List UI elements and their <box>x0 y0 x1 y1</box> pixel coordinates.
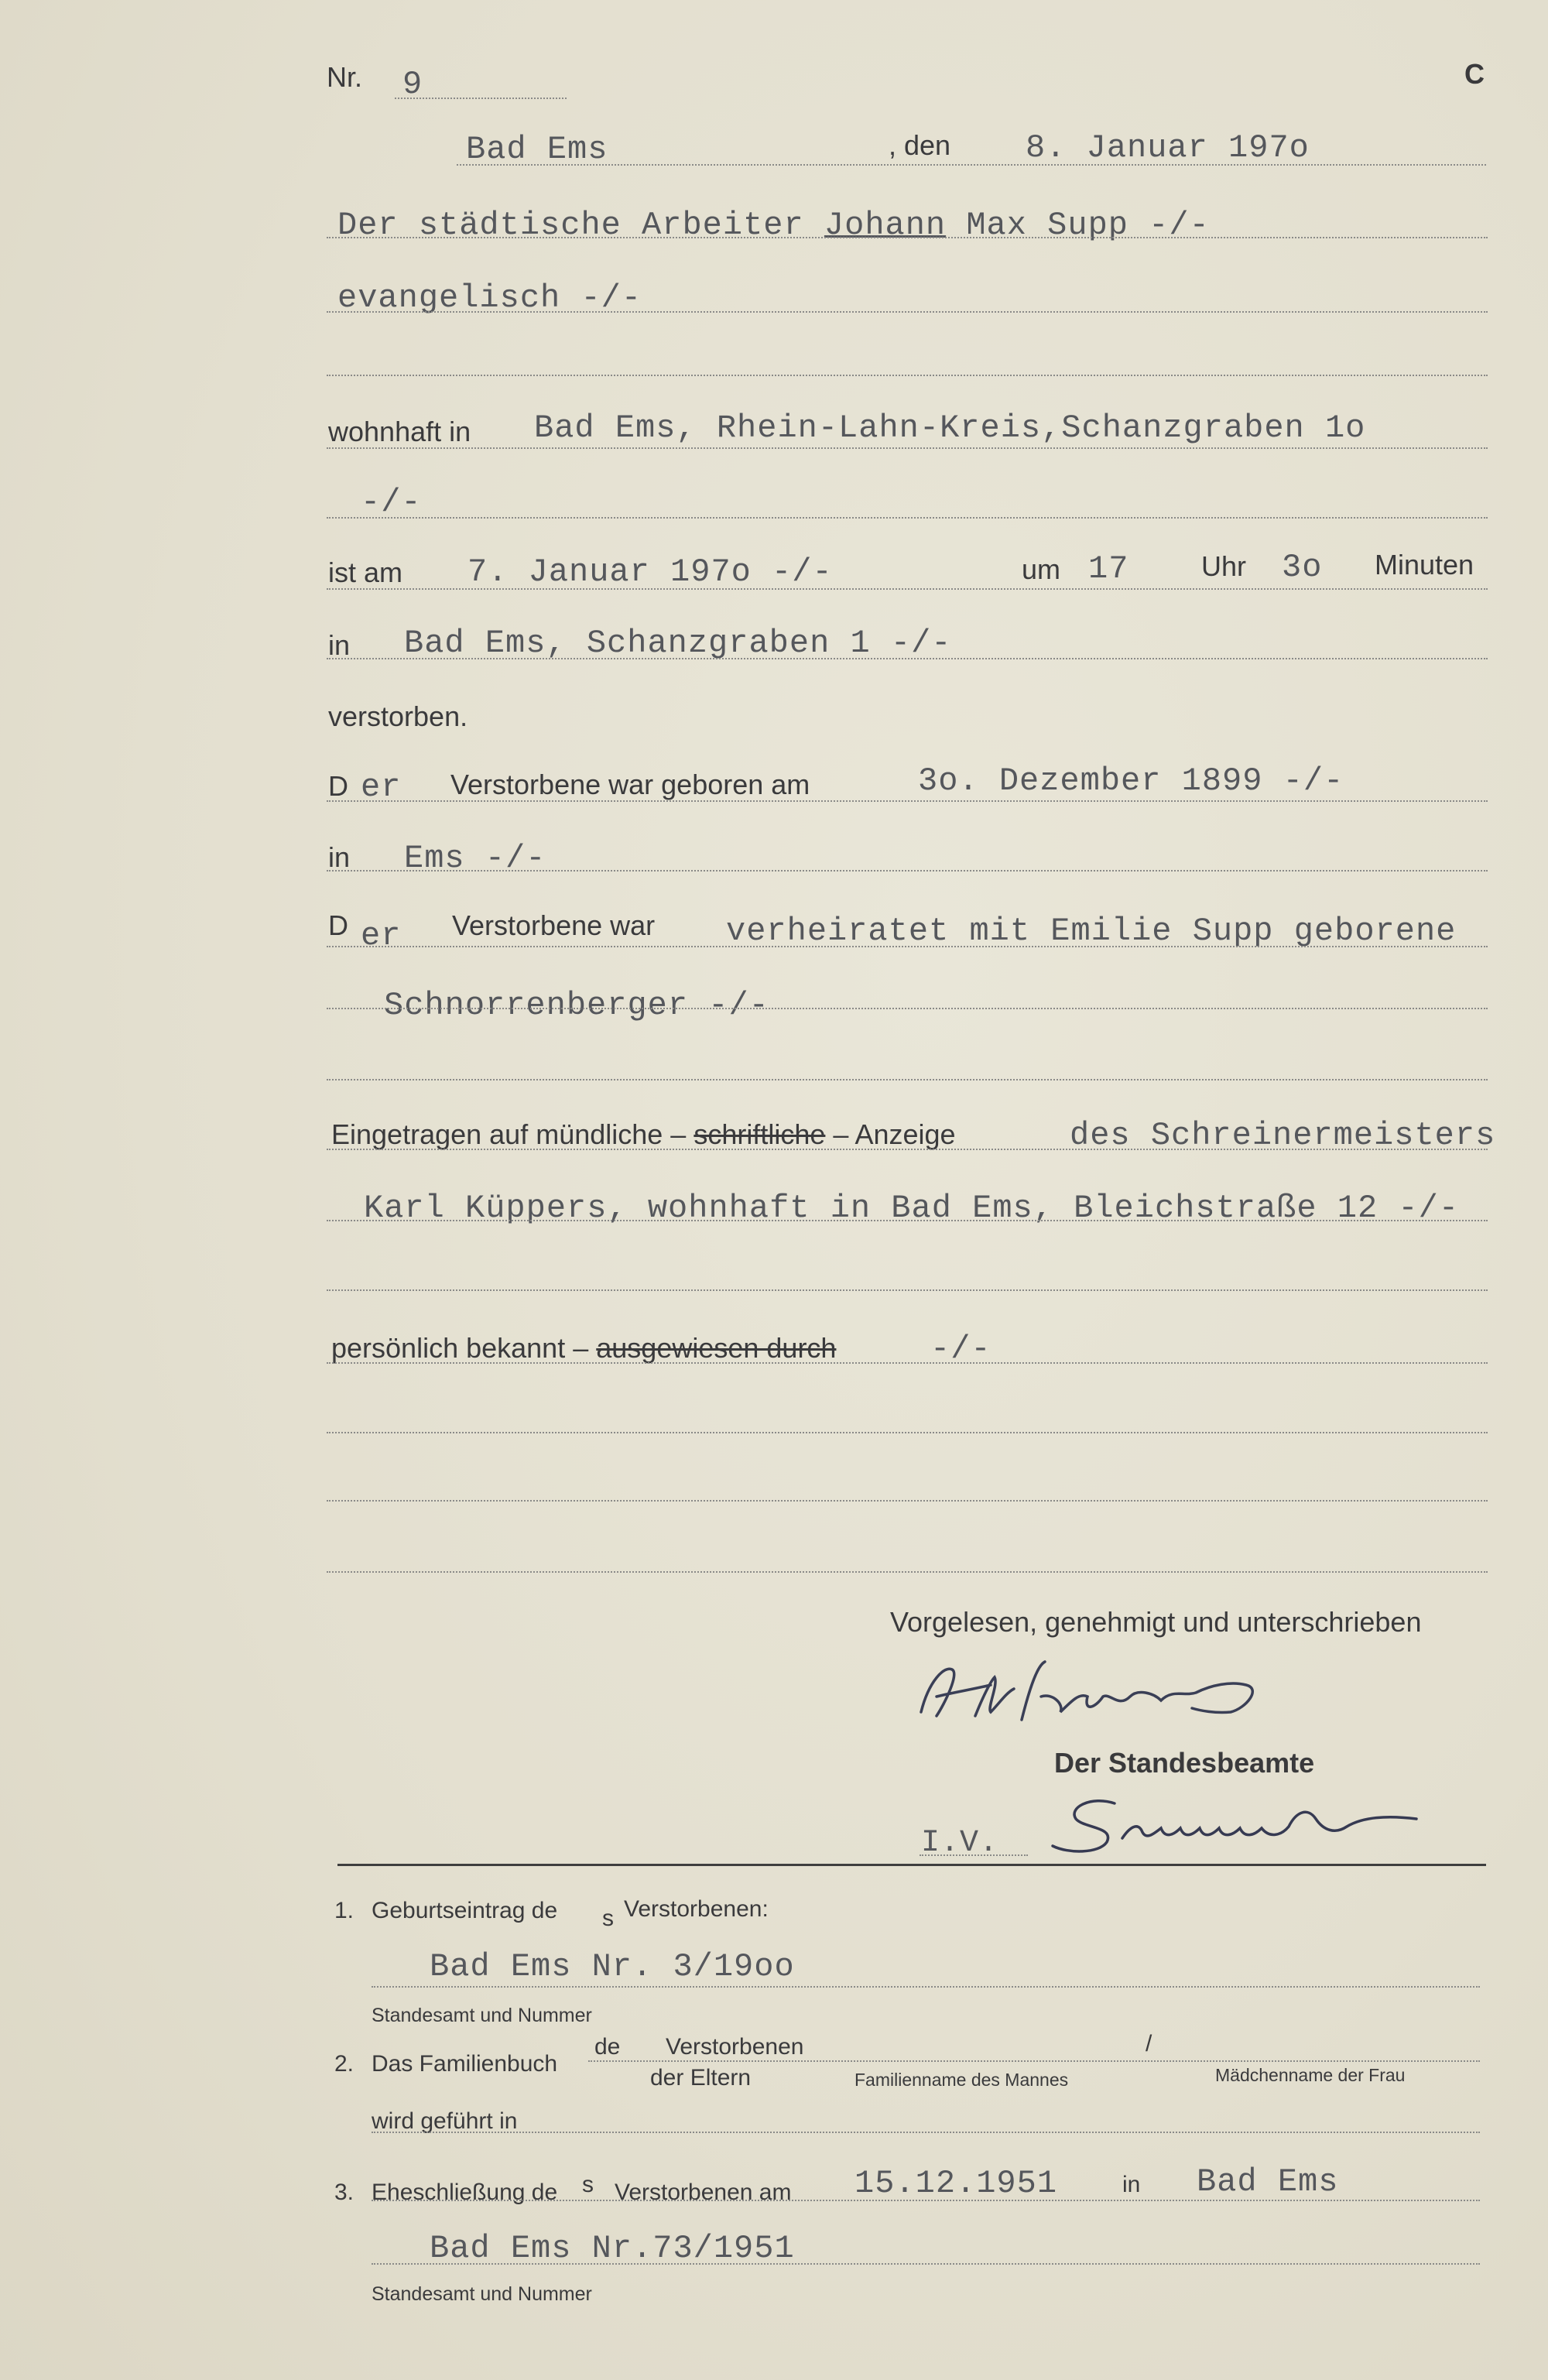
deceased-occupation: Der städtische Arbeiter <box>337 207 824 244</box>
wohnhaft-label: wohnhaft in <box>328 416 471 447</box>
line <box>327 447 1488 449</box>
informant-signature <box>906 1650 1339 1735</box>
birth-date: 3o. Dezember 1899 -/- <box>918 762 1344 800</box>
report-label <box>331 1118 956 1150</box>
line <box>372 2200 1480 2201</box>
nr-value: 9 <box>402 66 423 103</box>
death-place: Bad Ems, Schanzgraben 1 -/- <box>404 625 952 662</box>
note-3-caption: Standesamt und Nummer <box>372 2283 592 2305</box>
birth-label: Verstorbene war geboren am <box>450 769 810 800</box>
line <box>327 870 1488 872</box>
line <box>327 658 1488 659</box>
um-label: um <box>1022 553 1061 585</box>
note-3-label-a: Eheschließung de <box>372 2180 558 2205</box>
birth-place: Ems -/- <box>404 840 546 877</box>
marital-value: verheiratet mit Emilie Supp geborene <box>726 913 1457 950</box>
note-2-de: de <box>594 2034 621 2060</box>
ist-am-label: ist am <box>328 556 403 588</box>
line <box>372 2132 1480 2133</box>
place-date-line <box>457 164 1486 166</box>
birth-in-label: in <box>328 841 351 873</box>
note-3-date: 15.12.1951 <box>854 2165 1058 2202</box>
death-in-label: in <box>328 629 351 661</box>
deceased-religion: evangelisch -/- <box>337 279 642 317</box>
marital-er: er <box>361 917 402 954</box>
line <box>327 237 1488 238</box>
note-1-label-a: Geburtseintrag de <box>372 1898 558 1923</box>
place: Bad Ems <box>466 131 608 168</box>
note-3-value: Bad Ems Nr.73/1951 <box>430 2230 795 2267</box>
iv-label: I.V. <box>921 1826 999 1861</box>
marital-value-cont: Schnorrenberger -/- <box>384 987 769 1024</box>
line <box>327 517 1488 519</box>
minuten-label: Minuten <box>1375 549 1474 580</box>
uhr-label: Uhr <box>1201 550 1247 582</box>
identity-label-struck: ausgewiesen durch <box>596 1332 837 1364</box>
deceased-rest-name: Max Supp -/- <box>946 207 1210 244</box>
note-2-der-eltern: der Eltern <box>650 2065 752 2091</box>
deceased-residence-cont: -/- <box>361 484 422 521</box>
line <box>327 1289 1488 1291</box>
report-label-struck: schriftliche <box>694 1118 826 1150</box>
line <box>327 946 1488 947</box>
line <box>327 1500 1488 1502</box>
note-2-caption-left: Familienname des Mannes <box>854 2070 1069 2090</box>
corner-letter: C <box>1464 58 1485 90</box>
birth-er: er <box>361 769 402 806</box>
note-1-number: 1. <box>334 1898 354 1923</box>
line <box>372 2263 1480 2265</box>
note-3-number: 3. <box>334 2180 354 2205</box>
note-3-label-s: s <box>582 2172 594 2197</box>
death-minutes: 3o <box>1282 549 1323 586</box>
death-hour: 17 <box>1088 550 1129 587</box>
note-1-label-s: s <box>602 1906 614 1931</box>
line <box>588 2060 1480 2062</box>
line <box>327 1220 1488 1221</box>
death-date: 7. Januar 197o -/- <box>467 553 833 591</box>
deceased-first-name: Johann <box>824 207 947 244</box>
iv-line <box>920 1854 1028 1856</box>
verstorben-label: verstorben. <box>328 700 468 732</box>
line <box>327 1362 1488 1364</box>
marital-label: Verstorbene war <box>452 909 656 941</box>
note-1-caption: Standesamt und Nummer <box>372 2005 592 2026</box>
note-2-slash: / <box>1146 2031 1152 2056</box>
report-value-cont: Karl Küppers, wohnhaft in Bad Ems, Bleichstraße 12 -/- <box>364 1190 1460 1227</box>
nr-line <box>395 98 567 99</box>
line <box>327 311 1488 313</box>
birth-d-label: D <box>328 770 348 802</box>
line <box>327 800 1488 802</box>
report-label-prefix: Eingetragen auf mündliche – <box>331 1118 687 1150</box>
nr-label: Nr. <box>327 61 363 93</box>
line <box>327 1008 1488 1009</box>
report-value: des Schreinermeisters <box>1070 1117 1496 1154</box>
note-2-wird: wird geführt in <box>372 2108 518 2134</box>
deceased-residence: Bad Ems, Rhein-Lahn-Kreis,Schanzgraben 1o <box>534 409 1366 447</box>
line <box>327 1571 1488 1573</box>
note-3-label-b: Verstorbenen am <box>615 2180 792 2205</box>
marital-d-label: D <box>328 909 348 941</box>
note-2-caption-right: Mädchenname der Frau <box>1215 2065 1406 2085</box>
line <box>327 1432 1488 1433</box>
identity-value: -/- <box>930 1330 991 1368</box>
line <box>372 1986 1480 1988</box>
note-2-number: 2. <box>334 2051 354 2077</box>
note-3-in: in <box>1122 2172 1141 2197</box>
registrar-signature <box>1029 1780 1432 1865</box>
note-3-place: Bad Ems <box>1197 2163 1339 2200</box>
identity-label-prefix: persönlich bekannt – <box>331 1332 589 1364</box>
note-1-value: Bad Ems Nr. 3/19oo <box>430 1948 795 1985</box>
closing-text: Vorgelesen, genehmigt und unterschrieben <box>890 1606 1422 1638</box>
note-1-label-b: Verstorbenen: <box>624 1896 769 1922</box>
section-rule <box>337 1864 1486 1866</box>
report-label-suffix: – Anzeige <box>833 1118 956 1150</box>
line <box>327 1149 1488 1150</box>
registrar-label: Der Standesbeamte <box>1054 1747 1315 1779</box>
line <box>327 588 1488 590</box>
den-label: , den <box>889 129 951 161</box>
line <box>327 1079 1488 1080</box>
entry-date: 8. Januar 197o <box>1026 129 1310 166</box>
identity-label <box>331 1334 836 1362</box>
line <box>327 375 1488 376</box>
note-2-verstorbenen: Verstorbenen <box>666 2034 804 2060</box>
note-2-label: Das Familienbuch <box>372 2051 558 2077</box>
